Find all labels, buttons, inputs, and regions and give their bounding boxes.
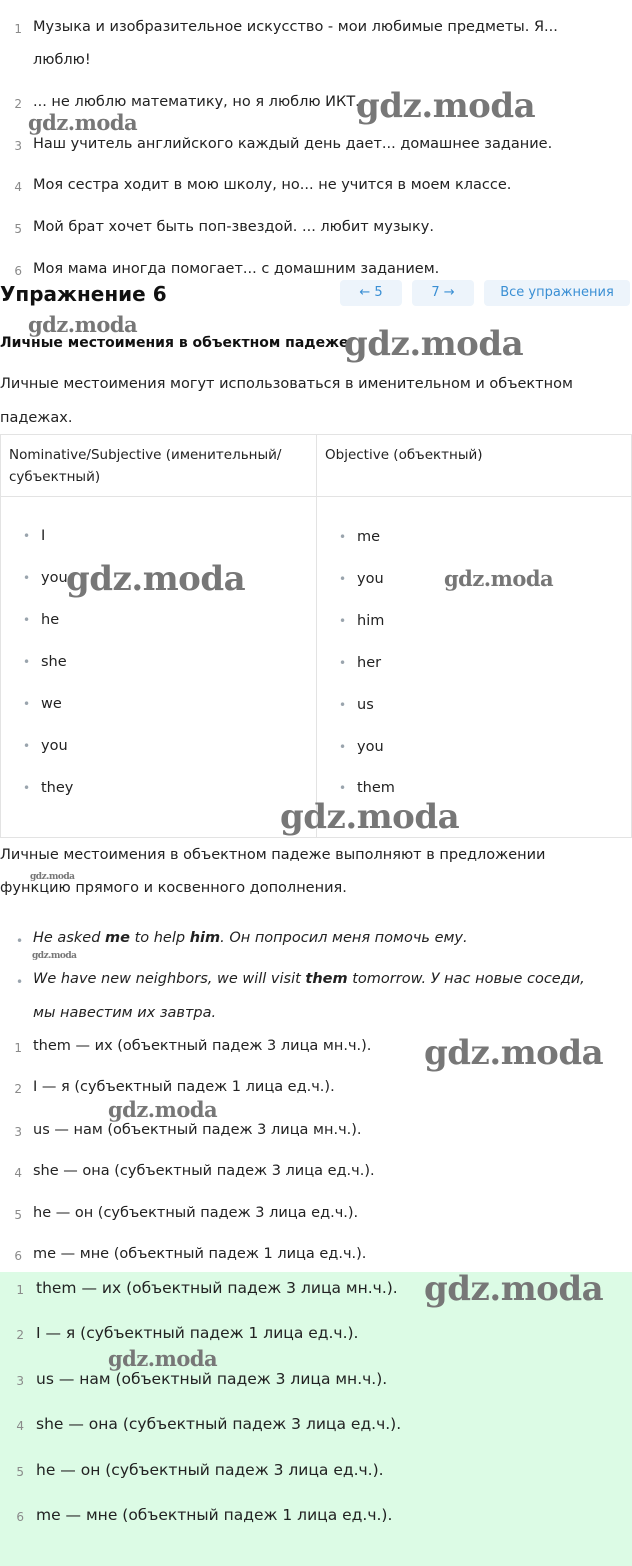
nominative-pronoun: • you <box>41 570 68 586</box>
answer-number: 6 <box>14 1249 22 1263</box>
objective-pronoun: • us <box>357 697 374 713</box>
answer-number: 4 <box>14 1166 22 1180</box>
nominative-pronoun: • I <box>41 528 45 544</box>
objective-pronoun: • me <box>357 529 380 545</box>
bullet-dot: • <box>16 975 24 989</box>
example-emphasis: me <box>105 930 130 946</box>
nominative-pronoun: • you <box>41 738 68 754</box>
example-part: He asked <box>33 930 106 946</box>
example-emphasis: him <box>189 930 221 946</box>
explanation-text: Личные местоимения в объектном падеже выполняют в предложении <box>0 847 546 863</box>
list-number: 6 <box>14 264 22 278</box>
all-exercises-button[interactable]: Все упражнения <box>484 280 630 306</box>
list-number: 2 <box>14 97 22 111</box>
header-line: Objective (объектный) <box>325 447 483 463</box>
list-item-text: Мой брат хочет быть поп-звездой. ... любит музыку. <box>33 219 434 235</box>
watermark: gdz.moda <box>356 86 536 126</box>
section-subtitle: Личные местоимения в объектном падеже <box>0 335 349 351</box>
objective-pronoun: • him <box>357 613 384 629</box>
intro-text-continued: падежах. <box>0 410 73 426</box>
answer-number: 4 <box>16 1419 24 1433</box>
watermark: gdz.moda <box>28 110 138 135</box>
list-number: 5 <box>14 222 22 236</box>
answer-text: she — она (субъектный падеж 3 лица ед.ч.). <box>36 1415 402 1433</box>
watermark: gdz.moda <box>108 1346 218 1371</box>
exercise-title: Упражнение 6 <box>0 282 167 306</box>
next-exercise-button[interactable]: 7 → <box>412 280 474 306</box>
list-item-text: ... не люблю математику, но я люблю ИКТ. <box>33 94 360 110</box>
watermark: gdz.moda <box>444 566 554 591</box>
list-item-text: Наш учитель английского каждый день дает... домашнее задание. <box>33 136 553 152</box>
watermark: gdz.moda <box>424 1033 604 1073</box>
answer-text: them — их (объектный падеж 3 лица мн.ч.). <box>33 1038 372 1054</box>
header-line: субъектный) <box>9 469 101 485</box>
objective-pronoun: • you <box>357 571 384 587</box>
nominative-pronoun: • she <box>41 654 67 670</box>
answer-number: 6 <box>16 1510 24 1524</box>
nominative-pronoun: • they <box>41 780 73 796</box>
answer-number: 2 <box>16 1328 24 1342</box>
list-number: 1 <box>14 22 22 36</box>
answer-number: 3 <box>14 1125 22 1139</box>
answer-text: them — их (объектный падеж 3 лица мн.ч.). <box>36 1279 398 1297</box>
watermark: gdz.moda <box>32 951 77 961</box>
watermark: gdz.moda <box>108 1097 218 1122</box>
intro-text: Личные местоимения могут использоваться в именительном и объектном <box>0 376 573 392</box>
list-item-text-continued: люблю! <box>33 52 91 68</box>
nominative-pronoun: • we <box>41 696 62 712</box>
pronoun-table <box>0 434 632 838</box>
answer-text: me — мне (объектный падеж 1 лица ед.ч.). <box>33 1246 367 1262</box>
nominative-pronoun: • he <box>41 612 59 628</box>
answer-number: 1 <box>16 1283 24 1297</box>
watermark: gdz.moda <box>28 312 138 337</box>
example-sentence <box>33 971 585 987</box>
list-number: 4 <box>14 180 22 194</box>
example-part: We have new neighbors, we will visit <box>33 971 306 987</box>
example-sentence-continued: мы навестим их завтра. <box>33 1005 217 1021</box>
explanation-text-continued: функцию прямого и косвенного дополнения. <box>0 880 347 896</box>
table-header-objective <box>317 435 632 497</box>
list-item-text: Музыка и изобразительное искусство - мои любимые предметы. Я... <box>33 19 558 35</box>
objective-pronoun: • you <box>357 739 384 755</box>
answer-number: 5 <box>16 1465 24 1479</box>
table-header-nominative <box>1 435 317 497</box>
watermark: gdz.moda <box>424 1269 604 1309</box>
list-item-text: Моя мама иногда помогает... с домашним заданием. <box>33 261 440 277</box>
example-sentence <box>33 930 468 946</box>
answer-text: she — она (субъектный падеж 3 лица ед.ч.). <box>33 1163 375 1179</box>
prev-exercise-button[interactable]: ← 5 <box>340 280 402 306</box>
example-emphasis: them <box>305 971 348 987</box>
example-part: tomorrow. У нас новые соседи, <box>347 971 585 987</box>
example-part: to help <box>129 930 190 946</box>
answer-text: he — он (субъектный падеж 3 лица ед.ч.). <box>33 1205 359 1221</box>
answer-text: us — нам (объектный падеж 3 лица мн.ч.). <box>33 1122 362 1138</box>
watermark: gdz.moda <box>280 797 460 837</box>
answer-text: I — я (субъектный падеж 1 лица ед.ч.). <box>33 1079 335 1095</box>
watermark: gdz.moda <box>30 872 75 882</box>
answer-number: 2 <box>14 1082 22 1096</box>
answer-number: 3 <box>16 1374 24 1388</box>
answer-text: us — нам (объектный падеж 3 лица мн.ч.). <box>36 1370 388 1388</box>
header-line: Nominative/Subjective (именительный/ <box>9 447 282 463</box>
answer-text: I — я (субъектный падеж 1 лица ед.ч.). <box>36 1324 359 1342</box>
answer-text: me — мне (объектный падеж 1 лица ед.ч.). <box>36 1506 393 1524</box>
bullet-dot: • <box>16 934 24 948</box>
list-number: 3 <box>14 139 22 153</box>
example-part: . Он попросил меня помочь ему. <box>220 930 468 946</box>
objective-pronoun: • them <box>357 780 395 796</box>
answer-number: 5 <box>14 1208 22 1222</box>
answer-text: he — он (субъектный падеж 3 лица ед.ч.). <box>36 1461 384 1479</box>
watermark: gdz.moda <box>344 324 524 364</box>
answer-number: 1 <box>14 1041 22 1055</box>
list-item-text: Моя сестра ходит в мою школу, но... не учится в моем классе. <box>33 177 512 193</box>
objective-pronoun: • her <box>357 655 381 671</box>
watermark: gdz.moda <box>66 559 246 599</box>
